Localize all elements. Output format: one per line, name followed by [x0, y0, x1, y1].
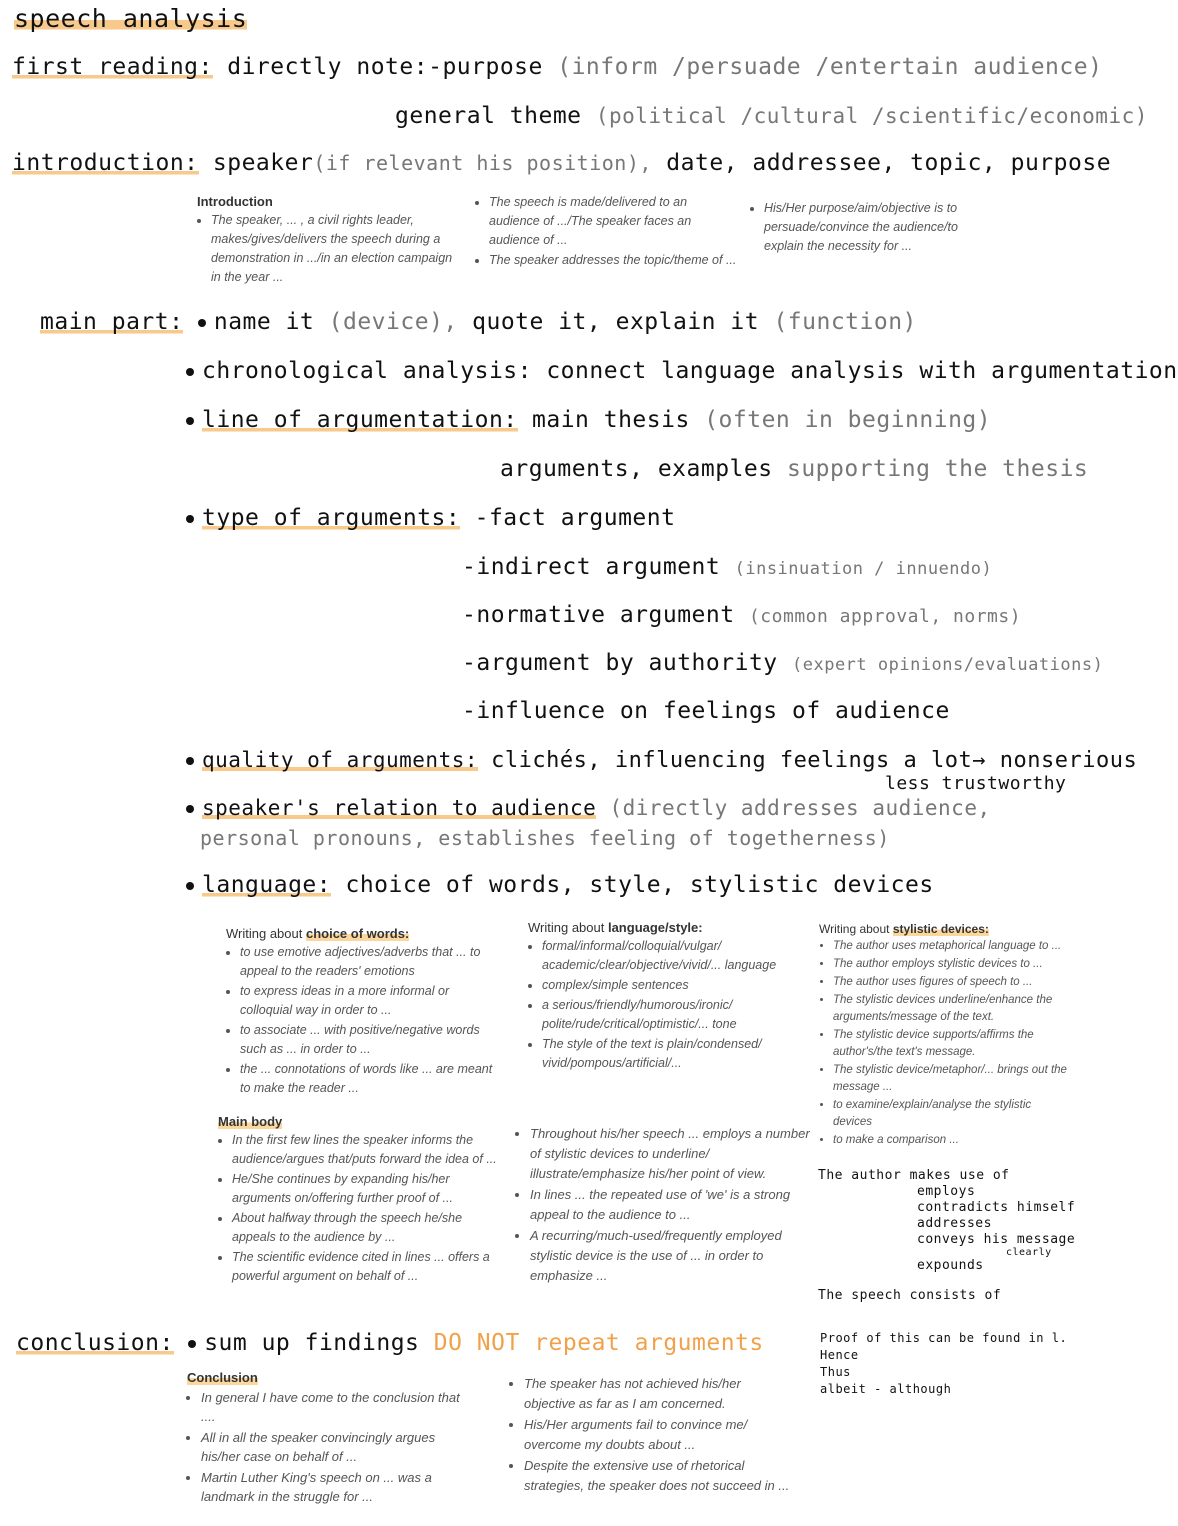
note-author-makes-use: The author makes use of [818, 1168, 1010, 1183]
bullet-dot [186, 368, 194, 376]
introduction-line: introduction: speaker(if relevant his position), date, addressee, topic, purpose [12, 150, 1112, 176]
main-part-language: language: choice of words, style, stylistic devices [186, 872, 934, 898]
main-body-box-2: • Throughout his/her speech ... employs a number of stylistic devices to underline/ illustrate/emphasize his/her point of view. • In lines ... the repeated use of 'we' is a strong appeal to the audience to ... • A recurring/much-used/frequently employed stylistic device is the use of ... in order to emphasize ... [516, 1124, 811, 1287]
main-part-quality: quality of arguments: clichés, influencing feelings a lot→ nonserious [186, 748, 1137, 773]
first-reading-label: first reading: [12, 54, 213, 80]
argument-type-normative: -normative argument (common approval, norms) [462, 602, 1022, 628]
main-part-argumentation-line2: arguments, examples supporting the thesis [500, 456, 1089, 482]
main-part-chronological: chronological analysis: connect language analysis with argumentation [186, 358, 1178, 384]
first-reading-line2: general theme (political /cultural /scientific/economic) [395, 103, 1148, 129]
language-style-box: Writing about language/style: • formal/informal/colloquial/vulgar/ academic/clear/objective/vivid/... language • complex/simple sentences • a serious/friendly/humorous/ironic/ polite/rude/critical/optimistic/... tone • The style of the text is plain/condensed/ vivid/pompous/artificial/... [528, 918, 798, 1074]
stylistic-devices-box: Writing about stylistic devices: • The author uses metaphorical language to ... • The author employs stylistic devices to ... • The author uses figures of speech to ... • The stylistic devices underline/enhance the arguments/message of the text. • The stylistic device supports/affirms the author's/the text's message. • The stylistic device/metaphor/... brings out the message ... • to examine/explain/analyse the stylistic devices • to make a comparison ... [819, 921, 1069, 1150]
bullet-dot [198, 319, 206, 327]
bullet-dot [186, 882, 194, 890]
page-title: speech analysis [14, 4, 248, 33]
main-part-type-of-arguments: type of arguments: -fact argument [186, 505, 675, 531]
bullet-dot [186, 805, 194, 813]
bullet-dot [188, 1340, 196, 1348]
conclusion-box-col1: Conclusion • In general I have come to the conclusion that .... • All in all the speaker convincingly argues his/her case on behalf of ... • Martin Luther King's speech on ... was a landmark in the struggle for ... [187, 1368, 467, 1508]
note-speech-consists: The speech consists of [818, 1288, 1002, 1303]
conclusion-label: conclusion: [16, 1330, 174, 1356]
main-part-line1: main part: name it (device), quote it, explain it (function) [40, 309, 917, 335]
conclusion-line: conclusion: sum up findings DO NOT repeat arguments [16, 1330, 764, 1356]
note-clearly: clearly [1006, 1247, 1052, 1258]
main-part-relation: speaker's relation to audience (directly addresses audience, [186, 796, 991, 820]
choice-of-words-box: Writing about choice of words: • to use emotive adjectives/adverbs that ... to appeal to the readers' emotions • to express ideas in a more informal or colloquial way in order to ... • to associate ... with positive/negative words such as ... in order to ... • the ... connotations of words like ... are meant to make the reader ... [226, 924, 501, 1099]
note-verb-list: employs contradicts himself addresses conveys his message expounds [917, 1184, 1076, 1273]
introduction-box-col1: Introduction • The speaker, ... , a civil rights leader, makes/gives/delivers the speech during a demonstration in .../in an election campaign in the year ... [197, 192, 462, 288]
main-part-label: main part: [40, 309, 184, 335]
bullet-dot [186, 757, 194, 765]
main-body-box: Main body • In the first few lines the speaker informs the audience/argues that/puts forward the idea of ... • He/She continues by expanding his/her arguments on/offering further proof of ... • About halfway through the speech he/she appeals to the audience by ... • The scientific evidence cited in lines ... offers a powerful argument on behalf of ... [218, 1112, 498, 1287]
relation-line2: personal pronouns, establishes feeling of togetherness) [200, 826, 890, 850]
bullet-dot [186, 417, 194, 425]
introduction-box-col2: • The speech is made/delivered to an audience of .../The speaker faces an audience of ... • The speaker addresses the topic/theme of ... [475, 193, 740, 271]
introduction-box-col3: • His/Her purpose/aim/objective is to persuade/convince the audience/to explain the necessity for ... [750, 199, 1000, 257]
introduction-label: introduction: [12, 150, 199, 176]
argument-type-authority: -argument by authority (expert opinions/evaluations) [462, 650, 1104, 676]
conclusion-box-col2: • The speaker has not achieved his/her objective as far as I am concerned. • His/Her arguments fail to convince me/ overcome my doubts about ... • Despite the extensive use of rhetorical strategies, the speaker does not succeed in ... [510, 1374, 795, 1497]
first-reading-line1: first reading: directly note:-purpose (inform /persuade /entertain audience) [12, 54, 1103, 80]
quality-sub-note: less trustworthy [885, 773, 1067, 794]
argument-type-feelings: -influence on feelings of audience [462, 698, 950, 724]
argument-type-indirect: -indirect argument (insinuation / innuendo) [462, 554, 993, 580]
main-part-argumentation: line of argumentation: main thesis (often in beginning) [186, 407, 991, 433]
note-connectors: Proof of this can be found in l. Hence Thus albeit - although [820, 1331, 1068, 1396]
bullet-dot [186, 515, 194, 523]
conclusion-warning: DO NOT repeat arguments [433, 1330, 764, 1356]
